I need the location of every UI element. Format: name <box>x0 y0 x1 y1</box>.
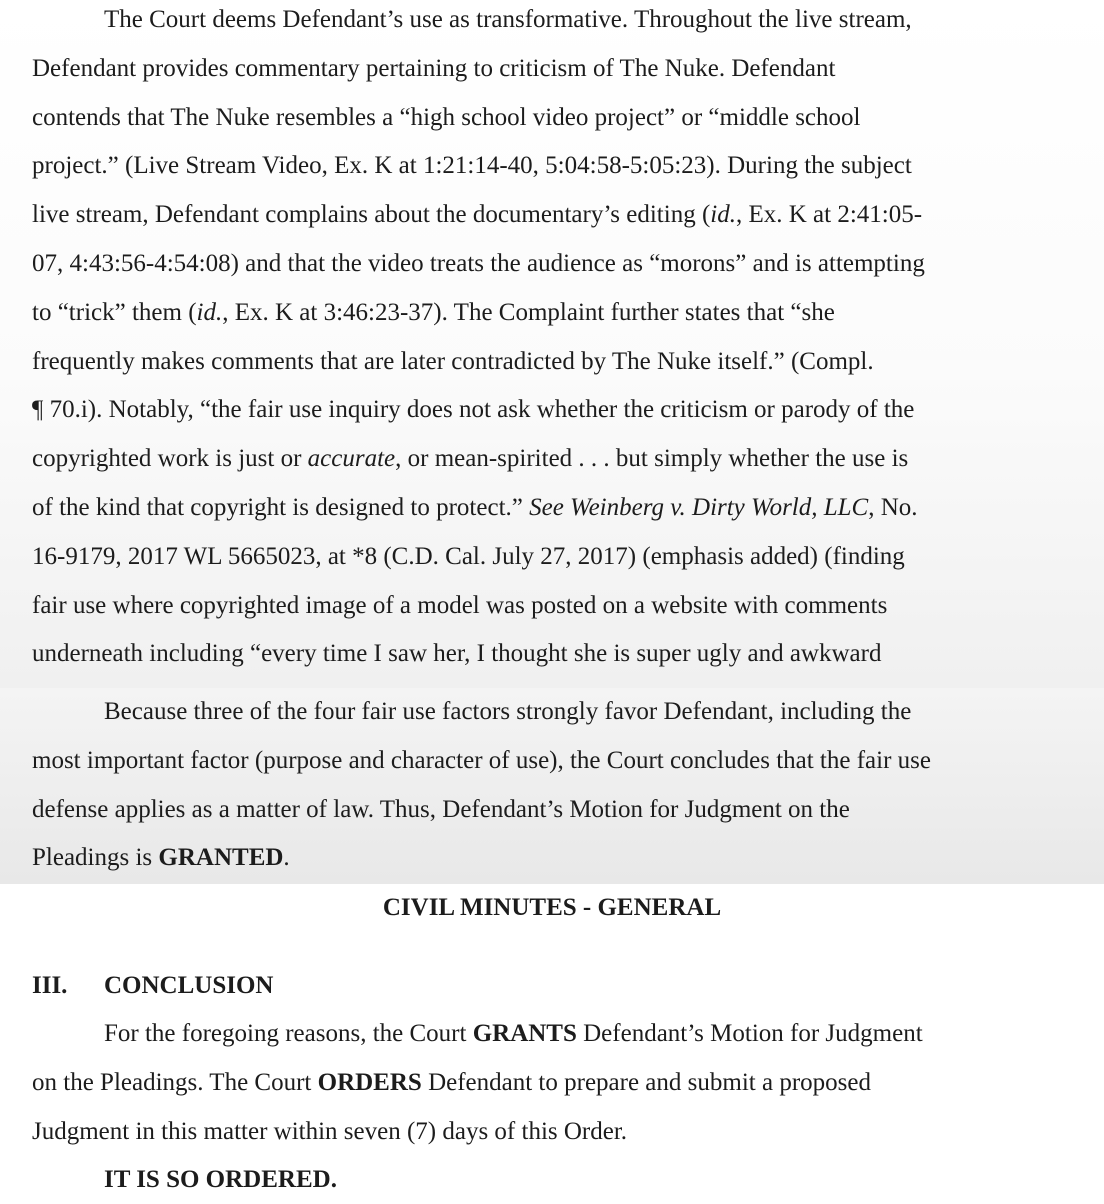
text-line: on the Pleadings. The Court ORDERS Defendant to prepare and submit a proposed <box>32 1068 871 1096</box>
orders-bold: ORDERS <box>317 1068 422 1096</box>
citation-italic: id. <box>196 298 223 326</box>
text-line: underneath including “every time I saw her, I thought she is super ugly and awkward <box>32 640 882 668</box>
section-title: CONCLUSION <box>104 972 274 999</box>
text-line: frequently makes comments that are later contradicted by The Nuke itself.” (Compl. <box>32 347 874 375</box>
text-line: Judgment in this matter within seven (7) days of this Order. <box>32 1117 628 1145</box>
text-line: of the kind that copyright is designed to protect.” See Weinberg v. Dirty World, LLC, No. <box>32 493 918 521</box>
text-line: Because three of the four fair use factors strongly favor Defendant, including the <box>104 698 912 725</box>
text-line: 07, 4:43:56-4:54:08) and that the video treats the audience as “morons” and is attempting <box>32 249 925 277</box>
text-line: Pleadings is GRANTED. <box>32 844 290 872</box>
paragraph-conclusion <box>32 1010 1072 1156</box>
paragraph-fair-use-conclusion <box>32 688 1072 883</box>
text-line: The Court deems Defendant’s use as transformative. Throughout the live stream, <box>104 6 912 33</box>
opinion-excerpt-conclusion <box>0 884 1104 1200</box>
grants-bold: GRANTS <box>472 1020 577 1047</box>
case-citation-italic: See Weinberg v. Dirty World, LLC <box>529 493 869 521</box>
text-line: contends that The Nuke resembles a “high school video project” or “middle school <box>32 103 861 131</box>
text-line: ¶ 70.i). Notably, “the fair use inquiry does not ask whether the criticism or parody of the <box>32 396 915 424</box>
section-number: III. <box>32 972 68 999</box>
emphasis-italic: accurate <box>307 445 396 473</box>
section-heading <box>32 962 1072 1010</box>
text-line: defense applies as a matter of law. Thus, Defendant’s Motion for Judgment on the <box>32 795 850 823</box>
text-line: copyrighted work is just or accurate, or mean-spirited . . . but simply whether the use is <box>32 445 909 473</box>
citation-italic: id. <box>710 201 736 229</box>
text-line: live stream, Defendant complains about the documentary’s editing (id., Ex. K at 2:41:05- <box>32 201 923 229</box>
civil-minutes-header: CIVIL MINUTES - GENERAL <box>382 894 722 921</box>
text-line: 16-9179, 2017 WL 5665023, at *8 (C.D. Cal. July 27, 2017) (emphasis added) (finding <box>32 542 905 570</box>
paragraph-transformative-use <box>32 0 1072 679</box>
opinion-excerpt-factors <box>0 688 1104 884</box>
text-line: project.” (Live Stream Video, Ex. K at 1:21:14-40, 5:04:58-5:05:23). During the subject <box>32 152 912 180</box>
text-line: to “trick” them (id., Ex. K at 3:46:23-37). The Complaint further states that “she <box>32 298 835 326</box>
text-line: fair use where copyrighted image of a model was posted on a website with comments <box>32 591 888 619</box>
text-line: For the foregoing reasons, the Court GRANTS Defendant’s Motion for Judgment <box>104 1020 923 1047</box>
text-line: most important factor (purpose and character of use), the Court concludes that the fair use <box>32 746 931 774</box>
text-line: Defendant provides commentary pertaining to criticism of The Nuke. Defendant <box>32 54 836 82</box>
granted-bold: GRANTED <box>158 844 284 872</box>
it-is-so-ordered: IT IS SO ORDERED. <box>104 1166 337 1194</box>
